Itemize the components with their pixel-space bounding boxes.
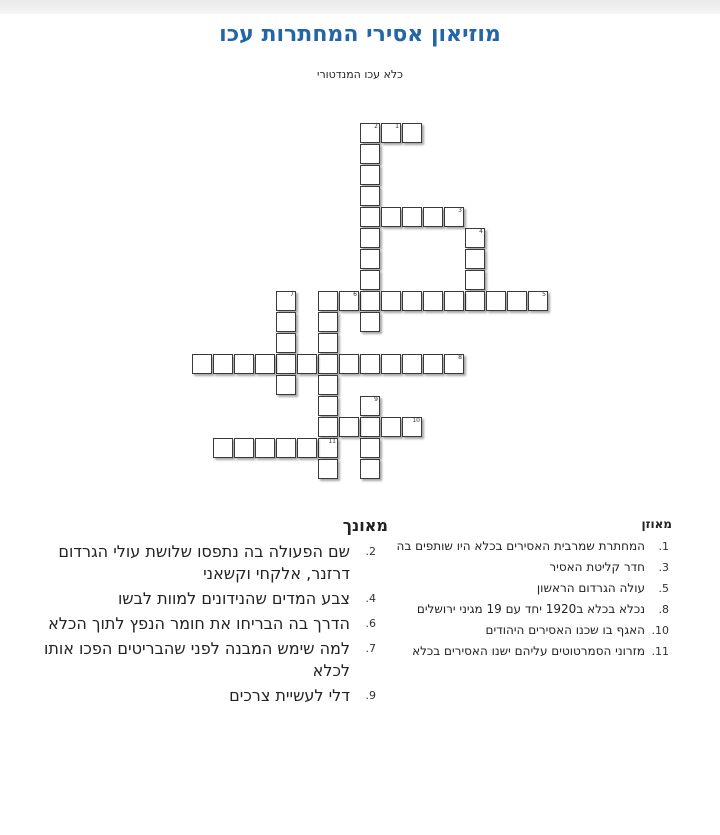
across-clue (383, 623, 669, 638)
crossword-cell[interactable] (444, 207, 464, 227)
cell-number: 2 (374, 123, 378, 130)
cell-number: 7 (290, 291, 294, 298)
clue-number: 1. (658, 540, 669, 553)
crossword-cell[interactable] (339, 354, 359, 374)
crossword-cell[interactable] (402, 354, 422, 374)
crossword-cell[interactable] (318, 291, 338, 311)
clue-text: מזרוני הסמרטוטים עליהם ישנו האסירים בכלא (412, 644, 645, 658)
crossword-cell[interactable] (276, 333, 296, 353)
crossword-cell[interactable] (381, 123, 401, 143)
crossword-cell[interactable] (276, 375, 296, 395)
cell-number: 11 (328, 438, 336, 445)
crossword-cell[interactable] (318, 375, 338, 395)
crossword-cell[interactable] (318, 312, 338, 332)
crossword-cell[interactable] (402, 123, 422, 143)
crossword-cell[interactable] (360, 144, 380, 164)
clue-text: חדר קליטת האסיר (549, 560, 645, 574)
down-clue (40, 638, 376, 682)
cell-number: 1 (395, 123, 399, 130)
crossword-cell[interactable] (213, 354, 233, 374)
clue-text: הדרך בה הבריחו את חומר הנפץ לתוך הכלא (48, 614, 350, 633)
crossword-cell[interactable] (360, 291, 380, 311)
crossword-cell[interactable] (255, 438, 275, 458)
crossword-cell[interactable] (465, 291, 485, 311)
crossword-cell[interactable] (444, 291, 464, 311)
clue-number: 10. (651, 624, 669, 637)
down-heading: מאונך (342, 516, 388, 535)
clue-number: 2. (365, 545, 376, 558)
crossword-cell[interactable] (402, 417, 422, 437)
page-title: מוזיאון אסירי המחתרות עכו (219, 22, 501, 47)
crossword-cell[interactable] (276, 312, 296, 332)
crossword-cell[interactable] (318, 459, 338, 479)
down-clue (40, 685, 376, 707)
down-clue (40, 613, 376, 635)
crossword-cell[interactable] (318, 354, 338, 374)
crossword-cell[interactable] (381, 291, 401, 311)
crossword-cell[interactable] (276, 438, 296, 458)
crossword-cell[interactable] (360, 249, 380, 269)
crossword-cell[interactable] (339, 417, 359, 437)
clue-text: עולה הגרדום הראשון (536, 581, 645, 595)
crossword-cell[interactable] (318, 333, 338, 353)
clue-text: דלי לעשיית צרכים (229, 686, 350, 705)
crossword-cell[interactable] (465, 270, 485, 290)
clue-number: 9. (365, 689, 376, 702)
cell-number: 10 (412, 417, 420, 424)
crossword-cell[interactable] (360, 123, 380, 143)
clue-number: 11. (651, 645, 669, 658)
crossword-cell[interactable] (339, 291, 359, 311)
crossword-cell[interactable] (276, 354, 296, 374)
crossword-cell[interactable] (360, 396, 380, 416)
clue-text: נכלא בכלא ב1920 יחד עם 19 מגיני ירושלים (416, 602, 645, 616)
clue-number: 5. (658, 582, 669, 595)
crossword-cell[interactable] (318, 396, 338, 416)
crossword-cell[interactable] (360, 270, 380, 290)
clue-text: צבע המדים שהנידונים למוות לבשו (117, 589, 350, 608)
clue-text: המחתרת שמרבית האסירים בכלא היו שותפים בה (396, 539, 645, 553)
clue-number: 6. (365, 617, 376, 630)
crossword-cell[interactable] (255, 354, 275, 374)
clue-text: למה שימש המבנה לפני שהבריטים הפכו אותו לכלא (44, 639, 350, 680)
crossword-cell[interactable] (381, 354, 401, 374)
across-clue (383, 560, 669, 575)
clue-number: 7. (365, 642, 376, 655)
crossword-cell[interactable] (423, 207, 443, 227)
clue-number: 8. (658, 603, 669, 616)
crossword-cell[interactable] (360, 438, 380, 458)
across-heading: מאוזן (641, 517, 672, 531)
page-subtitle: כלא עכו המנדטורי (317, 68, 403, 81)
crossword-cell[interactable] (318, 417, 338, 437)
clue-text: שם הפעולה בה נתפסו שלושת עולי הגרדום דרזנר, אלקחי וקשאני (58, 542, 350, 583)
crossword-cell[interactable] (444, 354, 464, 374)
crossword-cell[interactable] (234, 438, 254, 458)
crossword-cell[interactable] (381, 417, 401, 437)
crossword-cell[interactable] (234, 354, 254, 374)
down-clue (40, 541, 376, 585)
across-clue (383, 539, 669, 554)
cell-number: 6 (353, 291, 357, 298)
crossword-cell[interactable] (360, 228, 380, 248)
crossword-cell[interactable] (402, 291, 422, 311)
crossword-cell[interactable] (213, 438, 233, 458)
crossword-cell[interactable] (486, 291, 506, 311)
across-clue-list (383, 539, 669, 665)
crossword-cell[interactable] (192, 354, 212, 374)
cell-number: 9 (374, 396, 378, 403)
crossword-cell[interactable] (507, 291, 527, 311)
crossword-cell[interactable] (276, 291, 296, 311)
cell-number: 8 (458, 354, 462, 361)
down-clue-list (40, 541, 376, 710)
crossword-cell[interactable] (360, 207, 380, 227)
crossword-cell[interactable] (360, 186, 380, 206)
across-clue (383, 602, 669, 617)
crossword-cell[interactable] (423, 291, 443, 311)
clue-number: 3. (658, 561, 669, 574)
crossword-cell[interactable] (360, 417, 380, 437)
crossword-cell[interactable] (465, 228, 485, 248)
cell-number: 5 (542, 291, 546, 298)
crossword-cell[interactable] (528, 291, 548, 311)
cell-number: 3 (458, 207, 462, 214)
crossword-cell[interactable] (381, 207, 401, 227)
crossword-cell[interactable] (423, 354, 443, 374)
cell-number: 4 (479, 228, 483, 235)
crossword-cell[interactable] (360, 165, 380, 185)
crossword-cell[interactable] (360, 459, 380, 479)
crossword-cell[interactable] (465, 249, 485, 269)
clue-text: האגף בו שכנו האסירים היהודים (485, 623, 645, 637)
crossword-cell[interactable] (360, 354, 380, 374)
crossword-cell[interactable] (402, 207, 422, 227)
crossword-cell[interactable] (318, 438, 338, 458)
down-clue (40, 588, 376, 610)
crossword-cell[interactable] (360, 312, 380, 332)
across-clue (383, 581, 669, 596)
crossword-cell[interactable] (297, 354, 317, 374)
crossword-cell[interactable] (297, 438, 317, 458)
clue-number: 4. (365, 592, 376, 605)
across-clue (383, 644, 669, 659)
